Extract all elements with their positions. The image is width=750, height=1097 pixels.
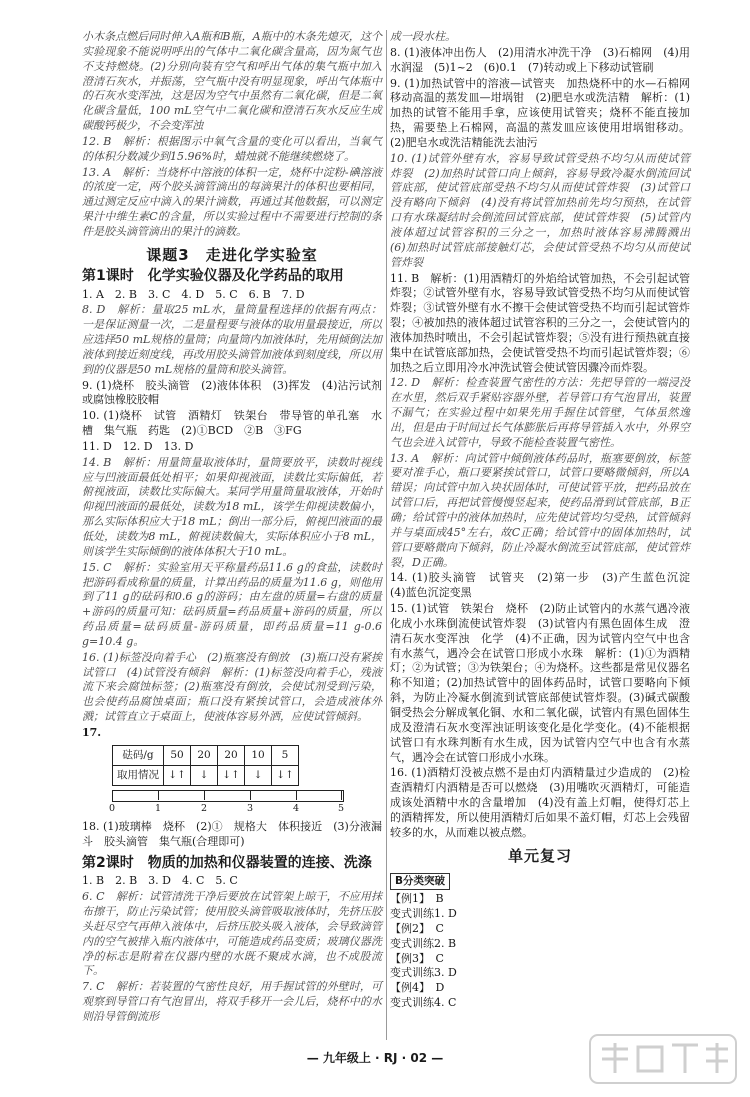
table-cell: ↓↑ xyxy=(218,765,245,785)
left-column xyxy=(82,30,382,1026)
balance-ruler xyxy=(109,790,345,814)
ruler-label: 3 xyxy=(247,802,254,814)
weights-table xyxy=(112,745,299,786)
ruler-tick xyxy=(250,790,251,800)
table-row xyxy=(113,745,299,765)
answer-item: 16. (1)标签没向着手心 (2)瓶塞没有倒放 (3)瓶口没有紧挨试管口 (4)试管没有倾斜 解析：(1)标签没向着手心，残液流下来会腐蚀标签；(2)瓶塞没有倒放，会使试剂受到污染，也会使药品腐蚀桌面；瓶口没有紧挨试管口，会造成液体外溅；试管直立于桌面上，使液体容易外洒，应使试管倾斜。 xyxy=(82,650,382,724)
answer-item: 11. B 解析：(1)用酒精灯的外焰给试管加热，不会引起试管炸裂；②试管外壁有水，容易导致试管受热不均匀从而使试管炸裂；③试管外壁有水不擦干会使试管受热不均而引起试管炸裂；④被加热的液体超过试管容积的三分之一，会使试管内的液体加热时喷出，不会引起试管炸裂；⑤没有进行预热就直接集中在试管底部加热，会使试管受热不均而引起试管炸裂；⑥加热之后立即用冷水冲洗试管会使试管因骤冷而炸裂。 xyxy=(390,271,690,374)
ruler-bar xyxy=(112,790,344,802)
column-divider xyxy=(386,30,387,1040)
ruler-label: 4 xyxy=(293,802,300,814)
answer-item: 16. (1)酒精灯没被点燃不是由灯内酒精量过少造成的 (2)检查酒精灯内酒精是否可以燃烧 (3)用嘴吹灭酒精灯，可能造成该处酒精中水的含量增加 (4)没有盖上灯帽，使得灯芯上的酒精挥发，所以使用酒精灯后如果不盖灯帽，灯芯上会残留较多的水，从而难以被点燃。 xyxy=(390,766,690,839)
answer-item: 10. (1)烧杯 试管 酒精灯 铁架台 带导管的单孔塞 水槽 集气瓶 药匙 (2)①BCD ②B ③FG xyxy=(82,409,382,438)
answer-item: 8. D 解析：量取25 mL水，量筒量程选择的依据有两点：一是保证测量一次，二是量程要与液体的取用量最接近，所以应选择50 mL规格的量筒；向量筒内加液体时，先用倾倒法加液体到接近刻度线，再改用胶头滴管加液体到刻度线，所以用到的仪器是50 mL规格的量筒和胶头滴管。 xyxy=(82,303,382,376)
section-title: 课题3 走进化学实验室 xyxy=(146,245,318,264)
review-line: 变式训练1. D xyxy=(390,907,457,921)
ruler-tick xyxy=(158,790,159,800)
ruler-tick xyxy=(204,790,205,800)
answer-item: 1. B 2. B 3. D 4. C 5. C xyxy=(82,874,238,888)
right-column xyxy=(390,30,701,1011)
answer-item: 13. A 解析：向试管中倾倒液体药品时，瓶塞要倒放，标签要对准手心，瓶口要紧挨试管口，试管口要略微倾斜，所以A错误；向试管中加入块状固体时，可使试管平放，把药品放在试管口后，再把试管慢慢竖起来，使药品滑到试管底部，B正确；给试管中的液体加热时，应先使试管均匀受热，试管倾斜并与桌面成45°左右，故C正确；给试管中的固体加热时，试管口要略微向下倾斜，防止冷凝水倒流至试管底部，使试管炸裂，D正确。 xyxy=(390,451,690,569)
table-row xyxy=(113,765,299,785)
answer-item: 6. C 解析：试管清洗干净后要放在试管架上晾干，不应用抹布擦干，防止污染试管；使用胶头滴管吸取液体时，先挤压胶头赶尽空气再伸入液体中，后挤压胶头吸入液体，会导致滴管内的空气被排入瓶内液体中，可能造成药品变质；玻璃仪器洗净的标志是附着在仪器内壁的水既不聚成水滴，也不成股流下。 xyxy=(82,890,382,978)
answer-item: 成一段水柱。 xyxy=(390,30,456,43)
answer-item: 9. (1)烧杯 胶头滴管 (2)液体体积 (3)挥发 (4)沾污试剂或腐蚀橡胶胶帽 xyxy=(82,378,382,407)
table-cell: 20 xyxy=(191,745,218,765)
ruler-label: 0 xyxy=(109,802,116,814)
unit-review-title: 单元复习 xyxy=(507,846,572,865)
table-cell: 20 xyxy=(218,745,245,765)
table-cell: ↓↑ xyxy=(164,765,191,785)
answer-item: 15. C 解析：实验室用天平称量药品11.6 g的食盐，读数时把游码看成称量的质量，计算出药品的质量为11.6 g，则他用到了11 g的砝码和0.6 g的游码；由左盘的质量=右盘的质量+游码的质量可知：砝码质量=药品质量+游码的质量，所以药品质量=砝码质量-游码质量，即药品质量=11 g-0.6 g=10.4 g。 xyxy=(82,560,382,648)
answer-item: 12. D 解析：检查装置气密性的方法：先把导管的一端浸没在水里，然后双手紧贴容器外壁，若导管口有气泡冒出，装置不漏气；在实验过程中如果先用手握住试管壁，气体虽然逸出，但是由于时间过长气体膨胀后再将导管插入水中，外界空气也会进入试管中，导致不能检查装置气密性。 xyxy=(390,376,690,449)
lesson-title: 第1课时 化学实验仪器及化学药品的取用 xyxy=(82,267,344,284)
table-cell: 砝码/g xyxy=(113,745,164,765)
question-number: 17. xyxy=(82,725,102,739)
answer-item: 1. A 2. B 3. C 4. D 5. C 6. B 7. D xyxy=(82,287,305,301)
answer-item: 9. (1)加热试管中的溶液—试管夹 加热烧杯中的水—石棉网 移动高温的蒸发皿—坩埚钳 (2)肥皂水或洗洁精 解析：(1)加热的试管不能用手拿，应该使用试管夹；烧杯不能直接加热，需要垫上石棉网，高温的蒸发皿应该使用坩埚钳移动。(2)肥皂水或洗洁精能洗去油污 xyxy=(390,76,701,149)
table-cell: 5 xyxy=(272,745,299,765)
review-line: 【例2】 C xyxy=(390,921,444,935)
review-line: 变式训练3. D xyxy=(390,966,457,980)
answer-item: 14. (1)胶头滴管 试管夹 (2)第一步 (3)产生蓝色沉淀 (4)蓝色沉淀变黑 xyxy=(390,571,701,600)
ruler-label: 1 xyxy=(155,802,162,814)
answer-item: 18. (1)玻璃棒 烧杯 (2)① 规格大 体积接近 (3)分液漏斗 胶头滴管 集气瓶(合理即可) xyxy=(82,819,382,848)
answer-item: 10. (1)试管外壁有水，容易导致试管受热不均匀从而使试管炸裂 (2)加热时试管口向上倾斜，容易导致冷凝水倒流回试管底部，使试管底部受热不均匀从而使试管炸裂 (3)试管口没有略向下倾斜 (4)没有将试管加热前先均匀预热，在试管口有水珠凝结时会倒流回试管底部，使试管炸裂 (5)试管内液体超过试管容积的三分之一，加热时液体容易沸腾溅出 (6)加热时试管底部接触灯芯，会使试管受热不均匀从而使试管炸裂 xyxy=(390,151,701,269)
table-cell: ↓ xyxy=(191,765,218,785)
table-cell: 10 xyxy=(245,745,272,765)
table-cell: 取用情况 xyxy=(113,765,164,785)
ruler-label: 2 xyxy=(201,802,208,814)
answer-item: 13. A 解析：当烧杯中溶液的体积一定，烧杯中淀粉-碘溶液的浓度一定，两个胶头滴管滴出的每滴果汁的体积也要相同，通过测定反应中滴入的果汁滴数，再通过其他数据，可以测定果汁中维生素C的含量，所以实验过程中不需要进行控制的条件是胶头滴管滴出的果汁的滴数。 xyxy=(82,165,382,238)
answer-item: 14. B 解析：用量筒量取液体时，量筒要放平，读数时视线应与凹液面最低处相平；如果仰视液面，读数比实际偏低，若俯视液面，读数比实际偏大。某同学用量筒量取液体，开始时仰视凹液面的最低处，读数为18 mL，该学生仰视读数偏小，那么实际体积应大于18 mL；倒出一部分后，俯视凹液面的最低处，读数为8 mL，俯视读数偏大，实际体积应小于8 mL，则该学生实际倾倒的液体体积大于10 mL。 xyxy=(82,455,382,558)
lesson-title: 第2课时 物质的加热和仪器装置的连接、洗涤 xyxy=(82,854,372,871)
ruler-label: 5 xyxy=(338,802,345,814)
answer-item: 12. B 解析：根据图示中氧气含量的变化可以看出，当氧气的体积分数减少到15.96%时，蜡烛就不能继续燃烧了。 xyxy=(82,134,382,163)
table-cell: ↓ xyxy=(245,765,272,785)
answer-item: 7. C 解析：若装置的气密性良好，用手握试管的外壁时，可观察到导管口有气泡冒出，将双手移开一会儿后，烧杯中的水则沿导管倒流形 xyxy=(82,980,382,1023)
table-cell: ↓↑ xyxy=(272,765,299,785)
review-box-heading: B分类突破 xyxy=(390,873,450,890)
table-cell: 50 xyxy=(164,745,191,765)
answer-item: 11. D 12. D 13. D xyxy=(82,439,194,453)
answer-item: 8. (1)液体冲出伤人 (2)用清水冲洗干净 (3)石棉网 (4)用水润湿 (5)1~2 (6)0.1 (7)转动或上下移动试管刷 xyxy=(390,45,690,74)
review-line: 变式训练2. B xyxy=(390,936,457,950)
ruler-tick xyxy=(296,790,297,800)
review-line: 变式训练4. C xyxy=(390,996,457,1010)
question-17 xyxy=(82,726,382,814)
ruler-tick xyxy=(112,790,113,800)
review-line: 【例4】 D xyxy=(390,981,445,995)
answer-item: 小木条点燃后同时伸入A瓶和B瓶，A瓶中的木条先熄灭，这个实验现象不能说明呼出的气体中二氧化碳含量高，因为氮气也不支持燃烧。(2)分别向装有空气和呼出气体的集气瓶中加入澄清石灰水，并振荡，空气瓶中没有明显现象，呼出气体瓶中的石灰水变浑浊，这是因为空气中虽然有二氧化碳，但是二氧化碳含量低，100 mL空气中二氧化碳和澄清石灰水反应生成碳酸钙极少，不会变浑浊 xyxy=(82,30,382,133)
answer-item: 15. (1)试管 铁架台 烧杯 (2)防止试管内的水蒸气遇冷液化成小水珠倒流使试管炸裂 (3)试管内有黑色固体生成 澄清石灰水变浑浊 化学 (4)不正确，因为试管内空气中也含有水蒸气，遇冷会在试管口形成小水珠 解析：(1)①为酒精灯；②为试管；③为铁架台；④为烧杯。这些都是常见仪器名称不知道；(2)加热试管中的固体药品时，试管口要略向下倾斜，为防止冷凝水倒流到试管底部使试管炸裂。(3)碱式碳酸铜受热会分解成氧化铜、水和二氧化碳，试管内有黑色固体生成及澄清石灰水变浑浊证明该变化是化学变化。(4)不能根据试管口有水珠判断有水生成，因为试管内空气中也含有水蒸气，遇冷会在试管口形成小水珠。 xyxy=(390,602,690,764)
ruler-tick xyxy=(341,790,342,800)
page-footer: — 九年级上 · RJ · 02 — xyxy=(306,1051,444,1065)
review-line: 【例3】 C xyxy=(390,951,444,965)
watermark-logo xyxy=(588,1029,738,1089)
review-line: 【例1】 B xyxy=(390,892,444,906)
